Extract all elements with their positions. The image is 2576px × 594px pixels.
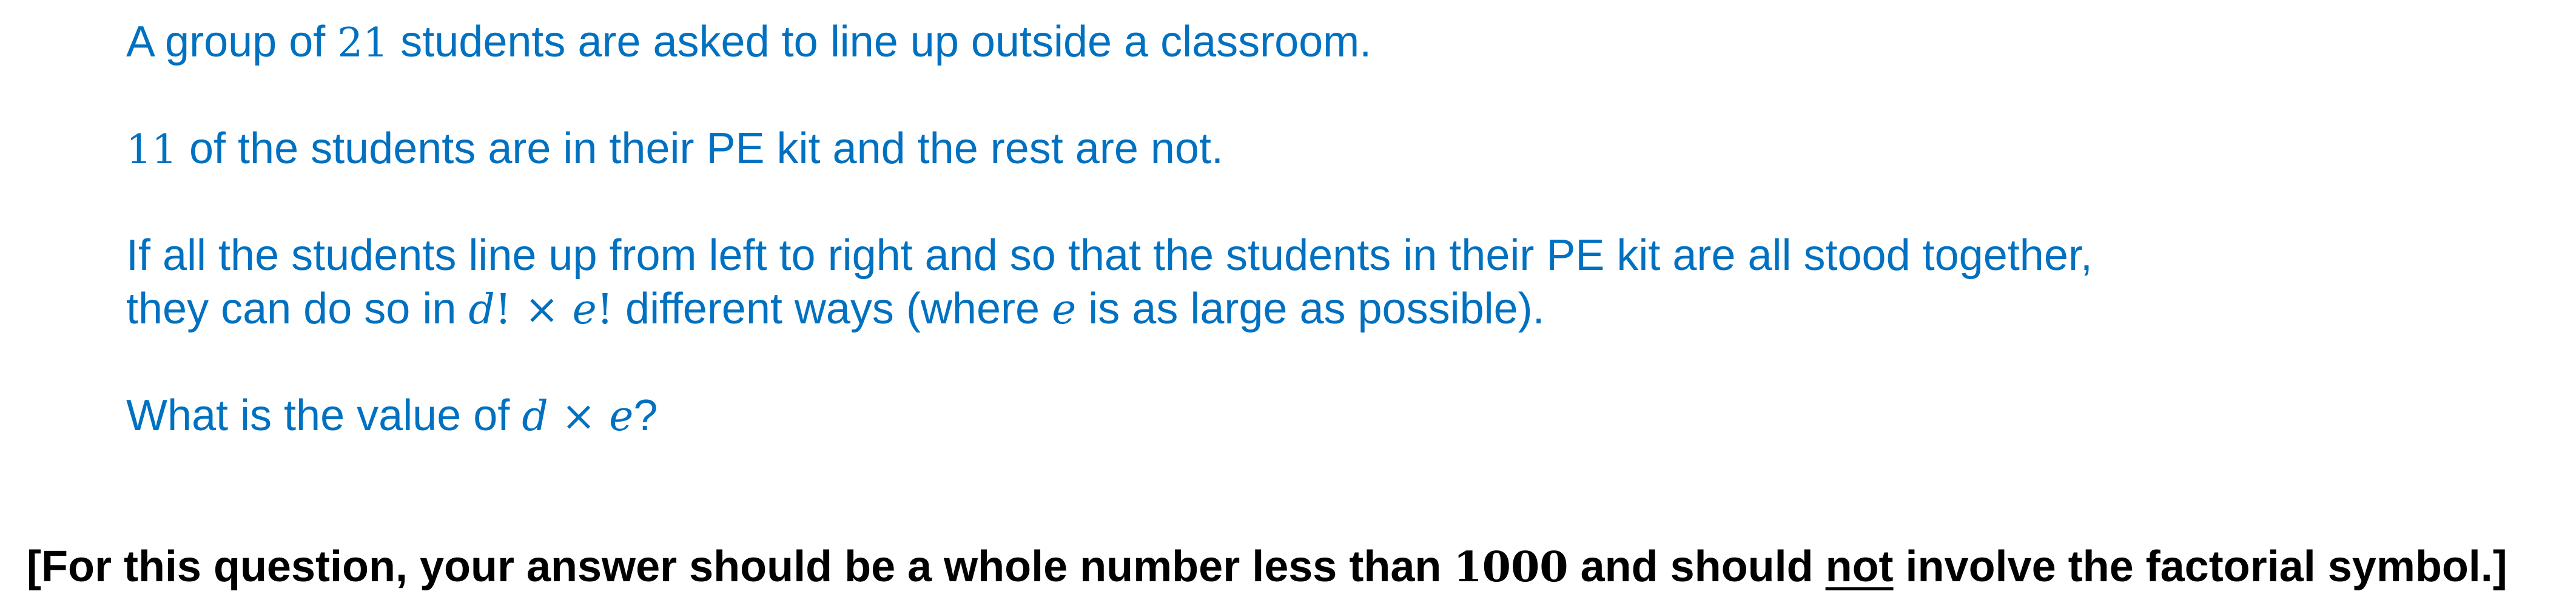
line3-text: If all the students line up from left to right and so that the students in their PE kit are all stood together, xyxy=(126,231,2093,280)
line5-var-e: e xyxy=(609,393,634,440)
line4-factorial-1: ! xyxy=(494,286,512,334)
question-line-2 xyxy=(126,122,1223,177)
instruction-emphasis: not xyxy=(1825,542,1894,591)
line4-middle: different ways (where xyxy=(613,285,1052,333)
question-line-3 xyxy=(126,229,2093,282)
line4-var-e: e xyxy=(572,286,597,334)
line5-after: ? xyxy=(633,391,658,440)
line4-var-d: d xyxy=(468,286,495,334)
line2-number: 11 xyxy=(126,126,177,173)
instruction-number: 1000 xyxy=(1453,543,1569,592)
instruction-before: [For this question, your answer should be a whole number less than xyxy=(27,542,1454,591)
line4-times: × xyxy=(511,286,573,334)
line5-before: What is the value of xyxy=(126,391,522,440)
line1-before: A group of xyxy=(126,18,338,66)
line5-times: × xyxy=(548,393,610,440)
line4-factorial-2: ! xyxy=(596,286,614,334)
answer-instruction xyxy=(27,540,2507,594)
line5-var-d: d xyxy=(522,393,548,440)
line1-number: 21 xyxy=(337,19,389,66)
line2-after: of the students are in their PE kit and the rest are not. xyxy=(177,124,1223,173)
line4-var-e-2: e xyxy=(1052,286,1077,334)
question-line-1 xyxy=(126,15,1371,70)
question-line-5 xyxy=(126,389,657,444)
instruction-middle: and should xyxy=(1568,542,1826,591)
instruction-after: involve the factorial symbol.] xyxy=(1893,542,2507,591)
line4-after: is as large as possible). xyxy=(1076,285,1545,333)
line1-after: students are asked to line up outside a classroom. xyxy=(388,18,1372,66)
question-line-4 xyxy=(126,282,1545,337)
line4-before: they can do so in xyxy=(126,285,469,333)
